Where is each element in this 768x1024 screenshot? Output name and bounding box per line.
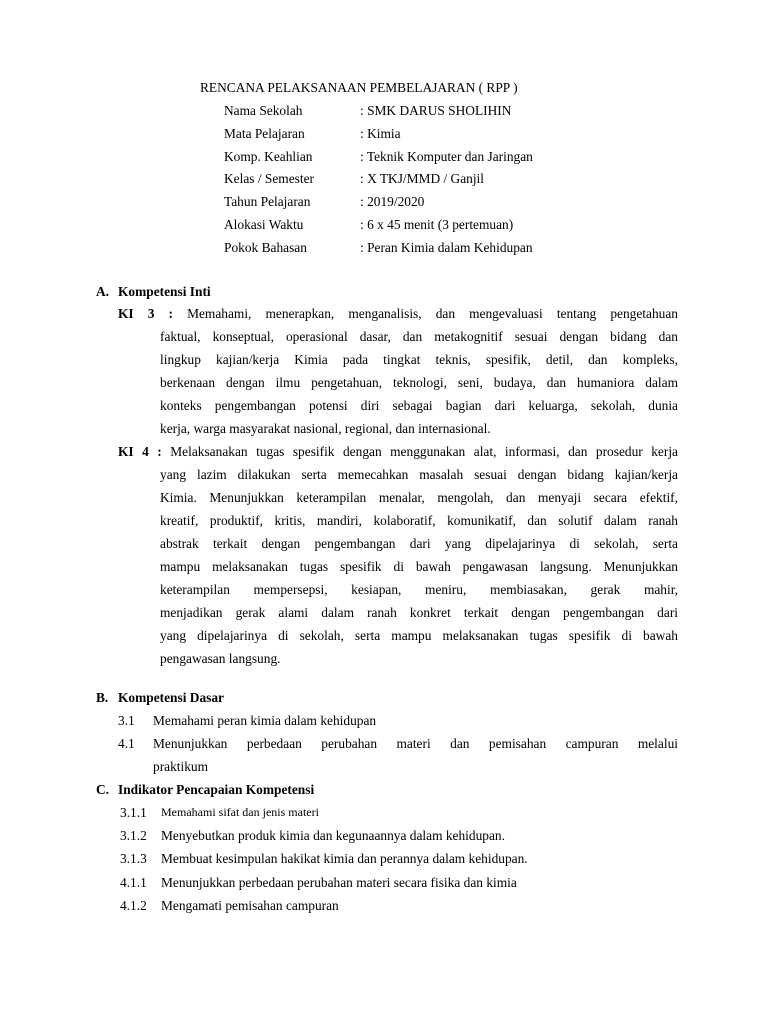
section-letter: C. — [96, 782, 110, 797]
meta-label: Pokok Bahasan — [224, 239, 307, 255]
meta-row-topic — [224, 236, 533, 259]
ki4-line: keterampilan mempersepsi, kesiapan, meniru, membiasakan, gerak mahir, — [160, 582, 678, 597]
meta-row-school — [224, 99, 533, 122]
ki3-line: faktual, konseptual, operasional dasar, dan metakognitif sesuai dengan bidang dan — [160, 329, 678, 344]
kd-list — [118, 709, 678, 778]
indicator-number: 3.1.1 — [120, 805, 147, 820]
meta-row-expertise — [224, 145, 533, 168]
meta-row-time — [224, 213, 533, 236]
ki3-block — [118, 302, 678, 440]
ki3-line: konteks pengembangan potensi diri sebagai bagian dari keluarga, sekolah, dunia — [160, 398, 678, 413]
indicator-list — [120, 801, 680, 917]
meta-value: : 2019/2020 — [360, 194, 425, 210]
ki4-first-line — [118, 440, 678, 463]
indicator-text: Mengamati pemisahan campuran — [161, 897, 339, 913]
meta-value: : X TKJ/MMD / Ganjil — [360, 171, 484, 187]
list-item — [120, 847, 680, 870]
ki4-line: abstrak terkait dengan pengembangan dari yang dipelajarinya di sekolah, serta — [160, 536, 678, 551]
ki3-label: KI 3 : — [118, 306, 173, 321]
meta-value: : Kimia — [360, 125, 401, 141]
section-b-heading — [96, 686, 224, 709]
document-title: RENCANA PELAKSANAAN PEMBELAJARAN ( RPP ) — [200, 80, 518, 95]
ki3-line: Memahami, menerapkan, menganalisis, dan mengevaluasi tentang pengetahuan — [187, 306, 678, 321]
ki3-line: kerja, warga masyarakat nasional, regional, dan internasional. — [160, 421, 491, 436]
kd-text: Memahami peran kimia dalam kehidupan — [153, 713, 377, 728]
indicator-text: Memahami sifat dan jenis materi — [161, 805, 319, 819]
ki4-line: kreatif, produktif, kritis, mandiri, kolaboratif, komunikatif, dan solutif dalam ranah — [160, 513, 678, 528]
ki4-line: menjadikan gerak alami dalam ranah konkret terkait dengan pengembangan dari — [160, 605, 678, 620]
indicator-text: Menyebutkan produk kimia dan kegunaannya dalam kehidupan. — [161, 828, 505, 844]
ki3-line: berkenaan dengan ilmu pengetahuan, teknologi, seni, budaya, dan humaniora dalam — [160, 375, 678, 390]
ki3-line: lingkup kajian/kerja Kimia pada tingkat teknis, spesifik, detil, dan kompleks, — [160, 352, 678, 367]
section-c-heading — [96, 778, 314, 801]
list-item — [118, 732, 678, 778]
meta-label: Kelas / Semester — [224, 171, 314, 187]
meta-label: Nama Sekolah — [224, 103, 303, 118]
indicator-number: 3.1.2 — [120, 828, 147, 844]
section-letter: A. — [96, 284, 110, 299]
ki4-label: KI 4 : — [118, 444, 162, 459]
indicator-number: 4.1.2 — [120, 897, 147, 913]
meta-value: : Teknik Komputer dan Jaringan — [360, 148, 533, 164]
list-item — [118, 709, 678, 732]
meta-value: : 6 x 45 menit (3 pertemuan) — [360, 216, 514, 232]
indicator-number: 3.1.3 — [120, 851, 147, 867]
indicator-number: 4.1.1 — [120, 874, 147, 890]
ki4-continuation — [118, 463, 678, 670]
ki4-line: Kimia. Menunjukkan keterampilan menalar, mengolah, dan menyaji secara efektif, — [160, 490, 678, 505]
kd-text — [153, 732, 678, 778]
ki3-continuation — [118, 325, 678, 440]
section-title: Kompetensi Inti — [118, 284, 211, 299]
meta-row-class — [224, 167, 533, 190]
meta-label: Mata Pelajaran — [224, 125, 305, 141]
section-title: Kompetensi Dasar — [118, 690, 225, 705]
meta-value: : Peran Kimia dalam Kehidupan — [360, 239, 533, 255]
ki4-line: yang lazim dilakukan serta memecahkan masalah sesuai dengan bidang kajian/kerja — [160, 467, 678, 482]
meta-value: : SMK DARUS SHOLIHIN — [360, 103, 512, 118]
meta-label: Alokasi Waktu — [224, 216, 304, 232]
kd-line: praktikum — [153, 759, 209, 774]
indicator-text: Menunjukkan perbedaan perubahan materi secara fisika dan kimia — [161, 874, 517, 890]
ki4-line: mampu melaksanakan tugas spesifik di bawah pengawasan langsung. Menunjukkan — [160, 559, 678, 574]
section-title: Indikator Pencapaian Kompetensi — [118, 782, 315, 797]
indicator-text: Membuat kesimpulan hakikat kimia dan perannya dalam kehidupan. — [161, 851, 528, 867]
meta-label: Komp. Keahlian — [224, 148, 313, 164]
ki4-line: yang dipelajarinya di sekolah, serta mampu melaksanakan tugas spesifik di bawah — [160, 628, 678, 643]
ki4-line: Melaksanakan tugas spesifik dengan menggunakan alat, informasi, dan prosedur kerja — [170, 444, 678, 459]
ki4-line: pengawasan langsung. — [160, 651, 281, 666]
kd-number: 3.1 — [118, 713, 135, 728]
list-item — [120, 894, 680, 917]
ki3-first-line — [118, 302, 678, 325]
meta-row-subject — [224, 122, 533, 145]
ki4-block — [118, 440, 678, 670]
section-letter: B. — [96, 690, 109, 705]
meta-row-year — [224, 190, 533, 213]
section-a-heading — [96, 280, 211, 303]
kd-number: 4.1 — [118, 736, 135, 751]
list-item — [120, 801, 680, 824]
identity-table — [224, 99, 533, 259]
list-item — [120, 824, 680, 847]
meta-label: Tahun Pelajaran — [224, 194, 311, 210]
kd-line: Menunjukkan perbedaan perubahan materi dan pemisahan campuran melalui — [153, 736, 678, 751]
list-item — [120, 871, 680, 894]
